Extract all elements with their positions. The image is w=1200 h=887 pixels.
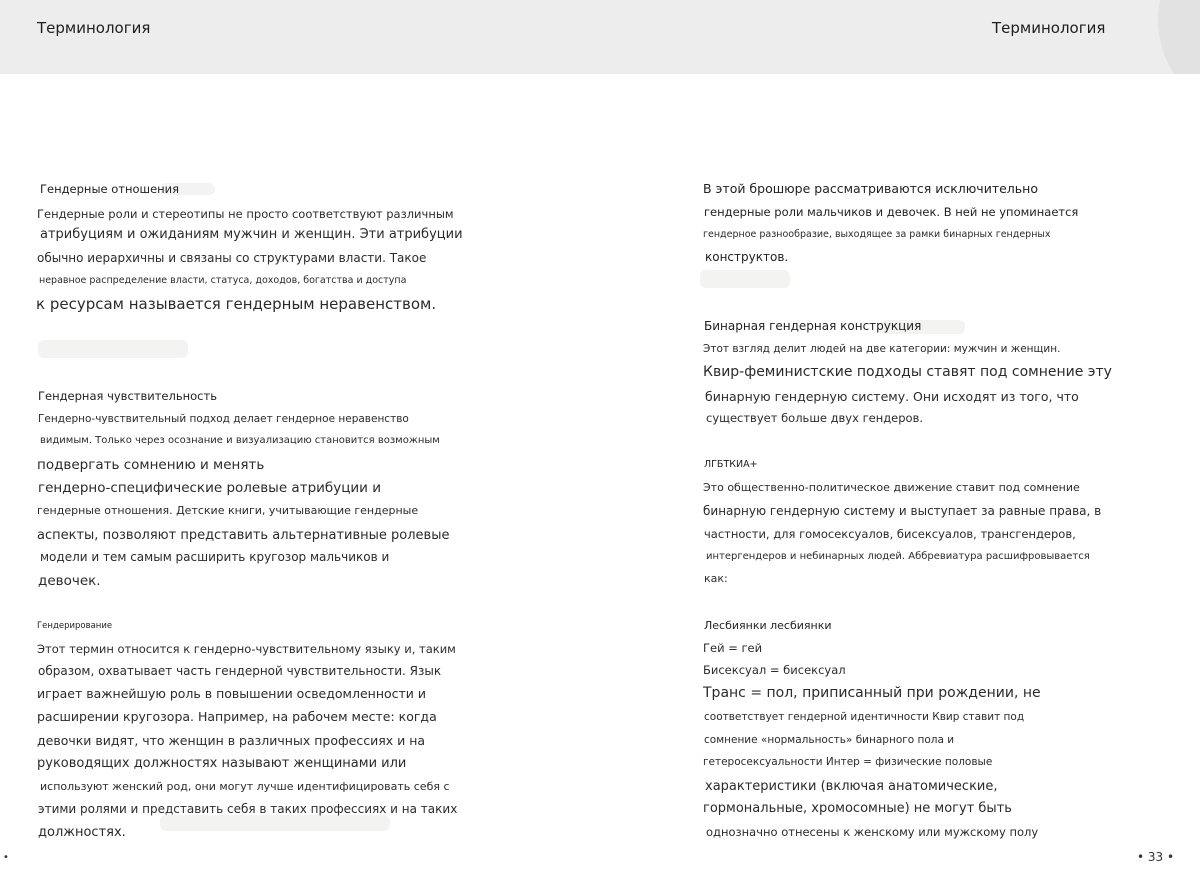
list-line: гетеросексуальности Интер = физические половые	[703, 756, 993, 768]
section-heading-lgbtqia: ЛГБТКИА+	[704, 459, 758, 470]
paragraph-line: подвергать сомнению и менять	[37, 457, 265, 473]
left-page-title: Терминология	[37, 19, 151, 37]
paragraph-line: существует больше двух гендеров.	[706, 411, 924, 425]
section-heading-gender-sensitivity: Гендерная чувствительность	[38, 389, 217, 403]
paragraph-line: аспекты, позволяют представить альтернативные ролевые	[37, 528, 450, 543]
intro-line: гендерные роли мальчиков и девочек. В ней не упоминается	[704, 205, 1079, 219]
paragraph-line: девочек.	[38, 573, 101, 589]
intro-line: конструктов.	[705, 250, 789, 264]
paragraph-line: видимым. Только через осознание и визуализацию становится возможным	[40, 435, 440, 446]
paragraph-line: девочки видят, что женщин в различных профессиях и на	[37, 733, 426, 748]
left-page-marker: •	[3, 852, 9, 863]
paragraph-line: Гендерно-чувствительный подход делает гендерное неравенство	[38, 413, 409, 425]
right-page-title: Терминология	[992, 19, 1106, 37]
paragraph-line: частности, для гомосексуалов, бисексуалов, трансгендеров,	[704, 527, 1076, 541]
scan-smudge	[700, 270, 790, 288]
section-heading-gender-relations: Гендерные отношения	[40, 182, 180, 196]
paragraph-line: играет важнейшую роль в повышении осведомленности и	[37, 686, 427, 701]
page-header	[0, 0, 1200, 74]
paragraph-line: используют женский род, они могут лучше идентифицировать себя с	[40, 780, 450, 793]
intro-line: В этой брошюре рассматриваются исключительно	[703, 181, 1038, 196]
list-line: Транс = пол, приписанный при рождении, не	[703, 685, 1041, 701]
paragraph-line: образом, охватывает часть гендерной чувствительности. Язык	[38, 664, 442, 678]
list-line: Лесбиянки лесбиянки	[704, 619, 832, 632]
paragraph-line: гендерно-специфические ролевые атрибуции и	[38, 480, 382, 496]
paragraph-line: атрибуциям и ожиданиям мужчин и женщин. Эти атрибуции	[40, 227, 463, 242]
list-line: сомнение «нормальность» бинарного пола и	[704, 734, 955, 746]
list-line: соответствует гендерной идентичности Квир ставит под	[704, 711, 1025, 723]
paragraph-line: к ресурсам называется гендерным неравенством.	[36, 295, 437, 313]
list-line: Гей = гей	[703, 641, 763, 655]
scan-smudge	[38, 340, 188, 358]
paragraph-line: обычно иерархичны и связаны со структурами власти. Такое	[37, 251, 427, 265]
paragraph-line: Этот взгляд делит людей на две категории: мужчин и женщин.	[703, 343, 1061, 355]
paragraph-line: расширении кругозора. Например, на рабочем месте: когда	[37, 709, 437, 724]
intro-line: гендерное разнообразие, выходящее за рамки бинарных гендерных	[703, 229, 1051, 240]
page-number: • 33 •	[1137, 850, 1175, 864]
section-heading-gendering: Гендерирование	[37, 621, 113, 631]
corner-decoration	[1158, 0, 1200, 74]
paragraph-line: должностях.	[38, 825, 126, 840]
paragraph-line: гендерные отношения. Детские книги, учитывающие гендерные	[37, 504, 419, 517]
paragraph-line: этими ролями и представить себя в таких профессиях и на таких	[38, 802, 458, 816]
list-line: гормональные, хромосомные) не могут быть	[703, 801, 1012, 816]
paragraph-line: бинарную гендерную систему и выступает за равные права, в	[703, 504, 1102, 518]
list-line: характеристики (включая анатомические,	[705, 779, 998, 794]
paragraph-line: руководящих должностях называют женщинами или	[37, 756, 407, 771]
paragraph-line: Этот термин относится к гендерно-чувствительному языку и, таким	[37, 642, 456, 656]
paragraph-line: как:	[704, 572, 728, 585]
scan-smudge	[160, 815, 390, 831]
list-line: однозначно отнесены к женскому или мужскому полу	[706, 825, 1039, 839]
paragraph-line: модели и тем самым расширить кругозор мальчиков и	[40, 550, 390, 564]
paragraph-line: Гендерные роли и стереотипы не просто соответствуют различным	[37, 207, 454, 221]
paragraph-line: бинарную гендерную систему. Они исходят из того, что	[705, 389, 1079, 404]
paragraph-line: Квир-феминистские подходы ставят под сомнение эту	[703, 364, 1112, 380]
section-heading-binary-gender: Бинарная гендерная конструкция	[704, 319, 922, 333]
paragraph-line: Это общественно-политическое движение ставит под сомнение	[703, 481, 1080, 494]
paragraph-line: неравное распределение власти, статуса, доходов, богатства и доступа	[39, 275, 407, 286]
list-line: Бисексуал = бисексуал	[703, 663, 846, 677]
paragraph-line: интергендеров и небинарных людей. Аббревиатура расшифровывается	[706, 551, 1090, 562]
